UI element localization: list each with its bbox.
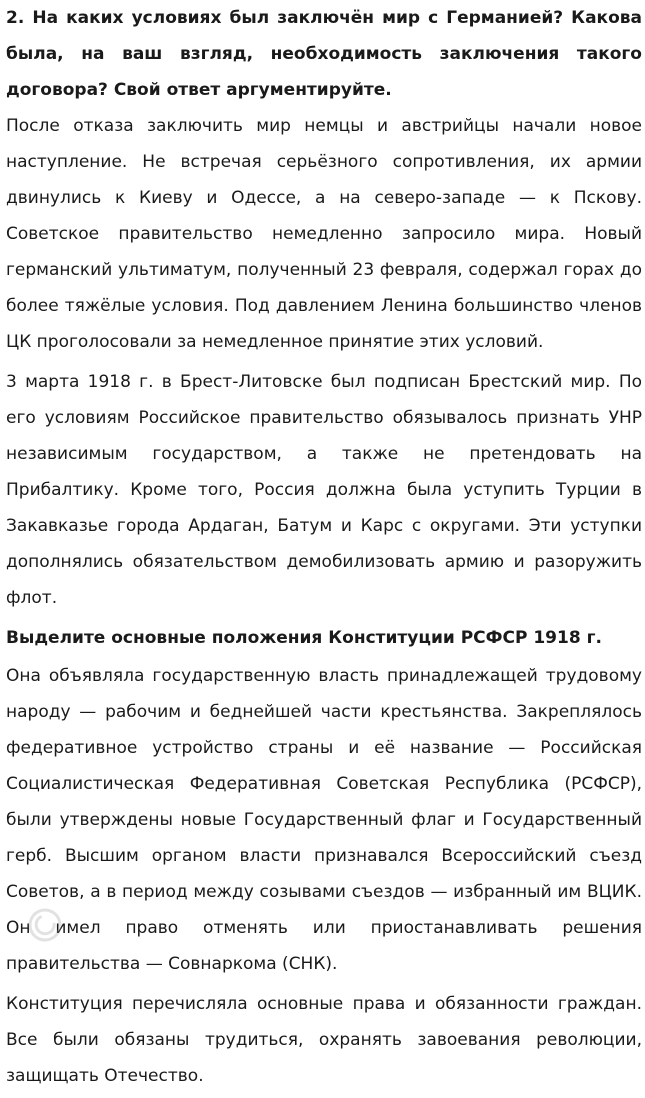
answer-paragraph-1: После отказа заключить мир немцы и австрийцы начали новое наступление. Не встречая серьёзного сопротивления, их армии двинулись к Киеву и Одессе, а на северо-западе — к Пскову. Советское правительство немедленно запросило мира. Новый германский ультиматум, полученный 23 февраля, содержал горах до более тяжёлые условия. Под давлением Ленина большинство членов ЦК проголосовали за немедленное принятие этих условий. [6, 116, 642, 352]
question-heading-peace-with-germany: 2. На каких условиях был заключён мир с Германией? Какова была, на ваш взгляд, необходимость заключения такого договора? Свой ответ аргументируйте. [6, 8, 642, 100]
answer-paragraph-2: 3 марта 1918 г. в Брест-Литовске был подписан Брестский мир. По его условиям Российское правительство обязывалось признать УНР независимым государством, а также не претендовать на Прибалтику. Кроме того, Россия должна была уступить Турции в Закавказье города Ардаган, Батум и Карс с округами. Эти уступки дополнялись обязательством демобилизовать армию и разоружить флот. [6, 372, 642, 608]
answer-paragraph-4: Конституция перечисляла основные права и обязанности граждан. Все были обязаны трудиться, охранять завоевания революции, защищать Отечество. [6, 994, 642, 1086]
answer-paragraph-3: Она объявляла государственную власть принадлежащей трудовому народу — рабочим и беднейшей части крестьянства. Закреплялось федеративное устройство страны и её название — Российская Социалистическая Федеративная Советская Республика (РСФСР), были утверждены новые Государственный флаг и Государственный герб. Высшим органом власти признавался Всероссийский съезд Советов, а в период между созывами съездов — избранный им ВЦИК. Он имел право отменять или приостанавливать решения правительства — Совнаркома (СНК). [6, 666, 642, 974]
document-page [6, 0, 642, 1098]
question-heading-constitution: Выделите основные положения Конституции РСФСР 1918 г. [6, 628, 602, 648]
